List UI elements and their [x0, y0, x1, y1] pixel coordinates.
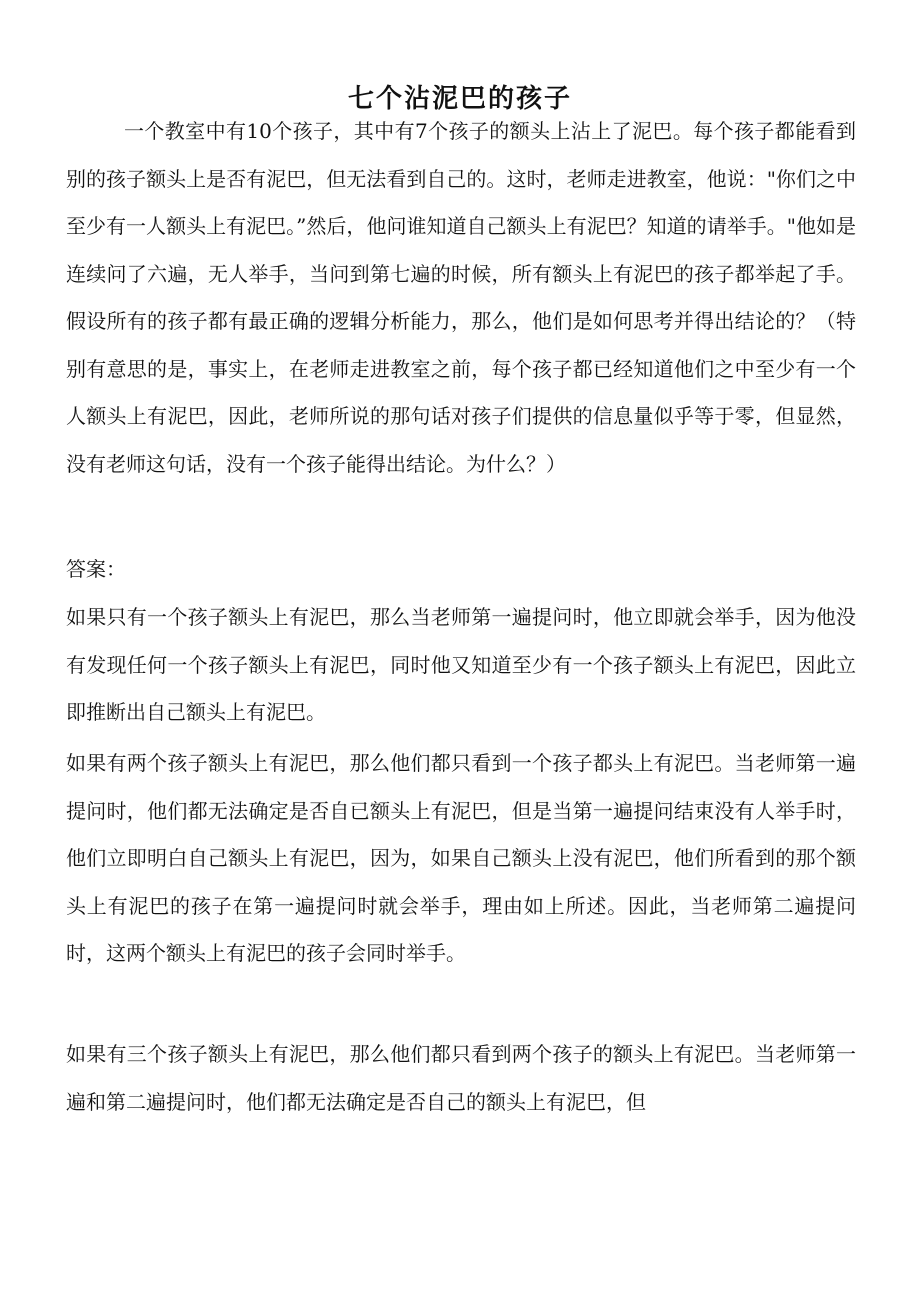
problem-paragraph: 一个教室中有10个孩子，其中有7个孩子的额头上沾上了泥巴。每个孩子都能看到别的孩子额头上是否有泥巴，但无法看到自己的。这时，老师走进教室，他说："你们之中至少有一人额头上有泥巴。”然后，他问谁知道自己额头上有泥巴？知道的请举手。"他如是连续问了六遍，无人举手，当问到第七遍的时候，所有额头上有泥巴的孩子都举起了手。假设所有的孩子都有最正确的逻辑分析能力，那么，他们是如何思考并得出结论的？（特别有意思的是，事实上，在老师走进教室之前，每个孩子都已经知道他们之中至少有一个人额头上有泥巴，因此，老师所说的那句话对孩子们提供的信息量似乎等于零，但显然，没有老师这句话，没有一个孩子能得出结论。为什么？） — [66, 119, 856, 476]
answer-label: 答案： — [66, 557, 126, 581]
document-title: 七个沾泥巴的孩子 — [347, 84, 572, 115]
answer-paragraph-two-children: 如果有两个孩子额头上有泥巴，那么他们都只看到一个孩子都头上有泥巴。当老师第一遍提问时，他们都无法确定是否自已额头上有泥巴，但是当第一遍提问结束没有人举手时，他们立即明白自己额头上有泥巴，因为，如果自己额头上没有泥巴，他们所看到的那个额头上有泥巴的孩子在第一遍提问时就会举手，理由如上所述。因此，当老师第二遍提问时，这两个额头上有泥巴的孩子会同时举手。 — [66, 751, 856, 965]
answer-paragraph-one-child: 如果只有一个孩子额头上有泥巴，那么当老师第一遍提问时，他立即就会举手，因为他没有发现任何一个孩子额头上有泥巴，同时他又知道至少有一个孩子额头上有泥巴，因此立即推断出自己额头上有泥巴。 — [66, 605, 856, 724]
answer-paragraph-three-children: 如果有三个孩子额头上有泥巴，那么他们都只看到两个孩子的额头上有泥巴。当老师第一遍和第二遍提问时，他们都无法确定是否自己的额头上有泥巴，但 — [66, 1042, 856, 1114]
